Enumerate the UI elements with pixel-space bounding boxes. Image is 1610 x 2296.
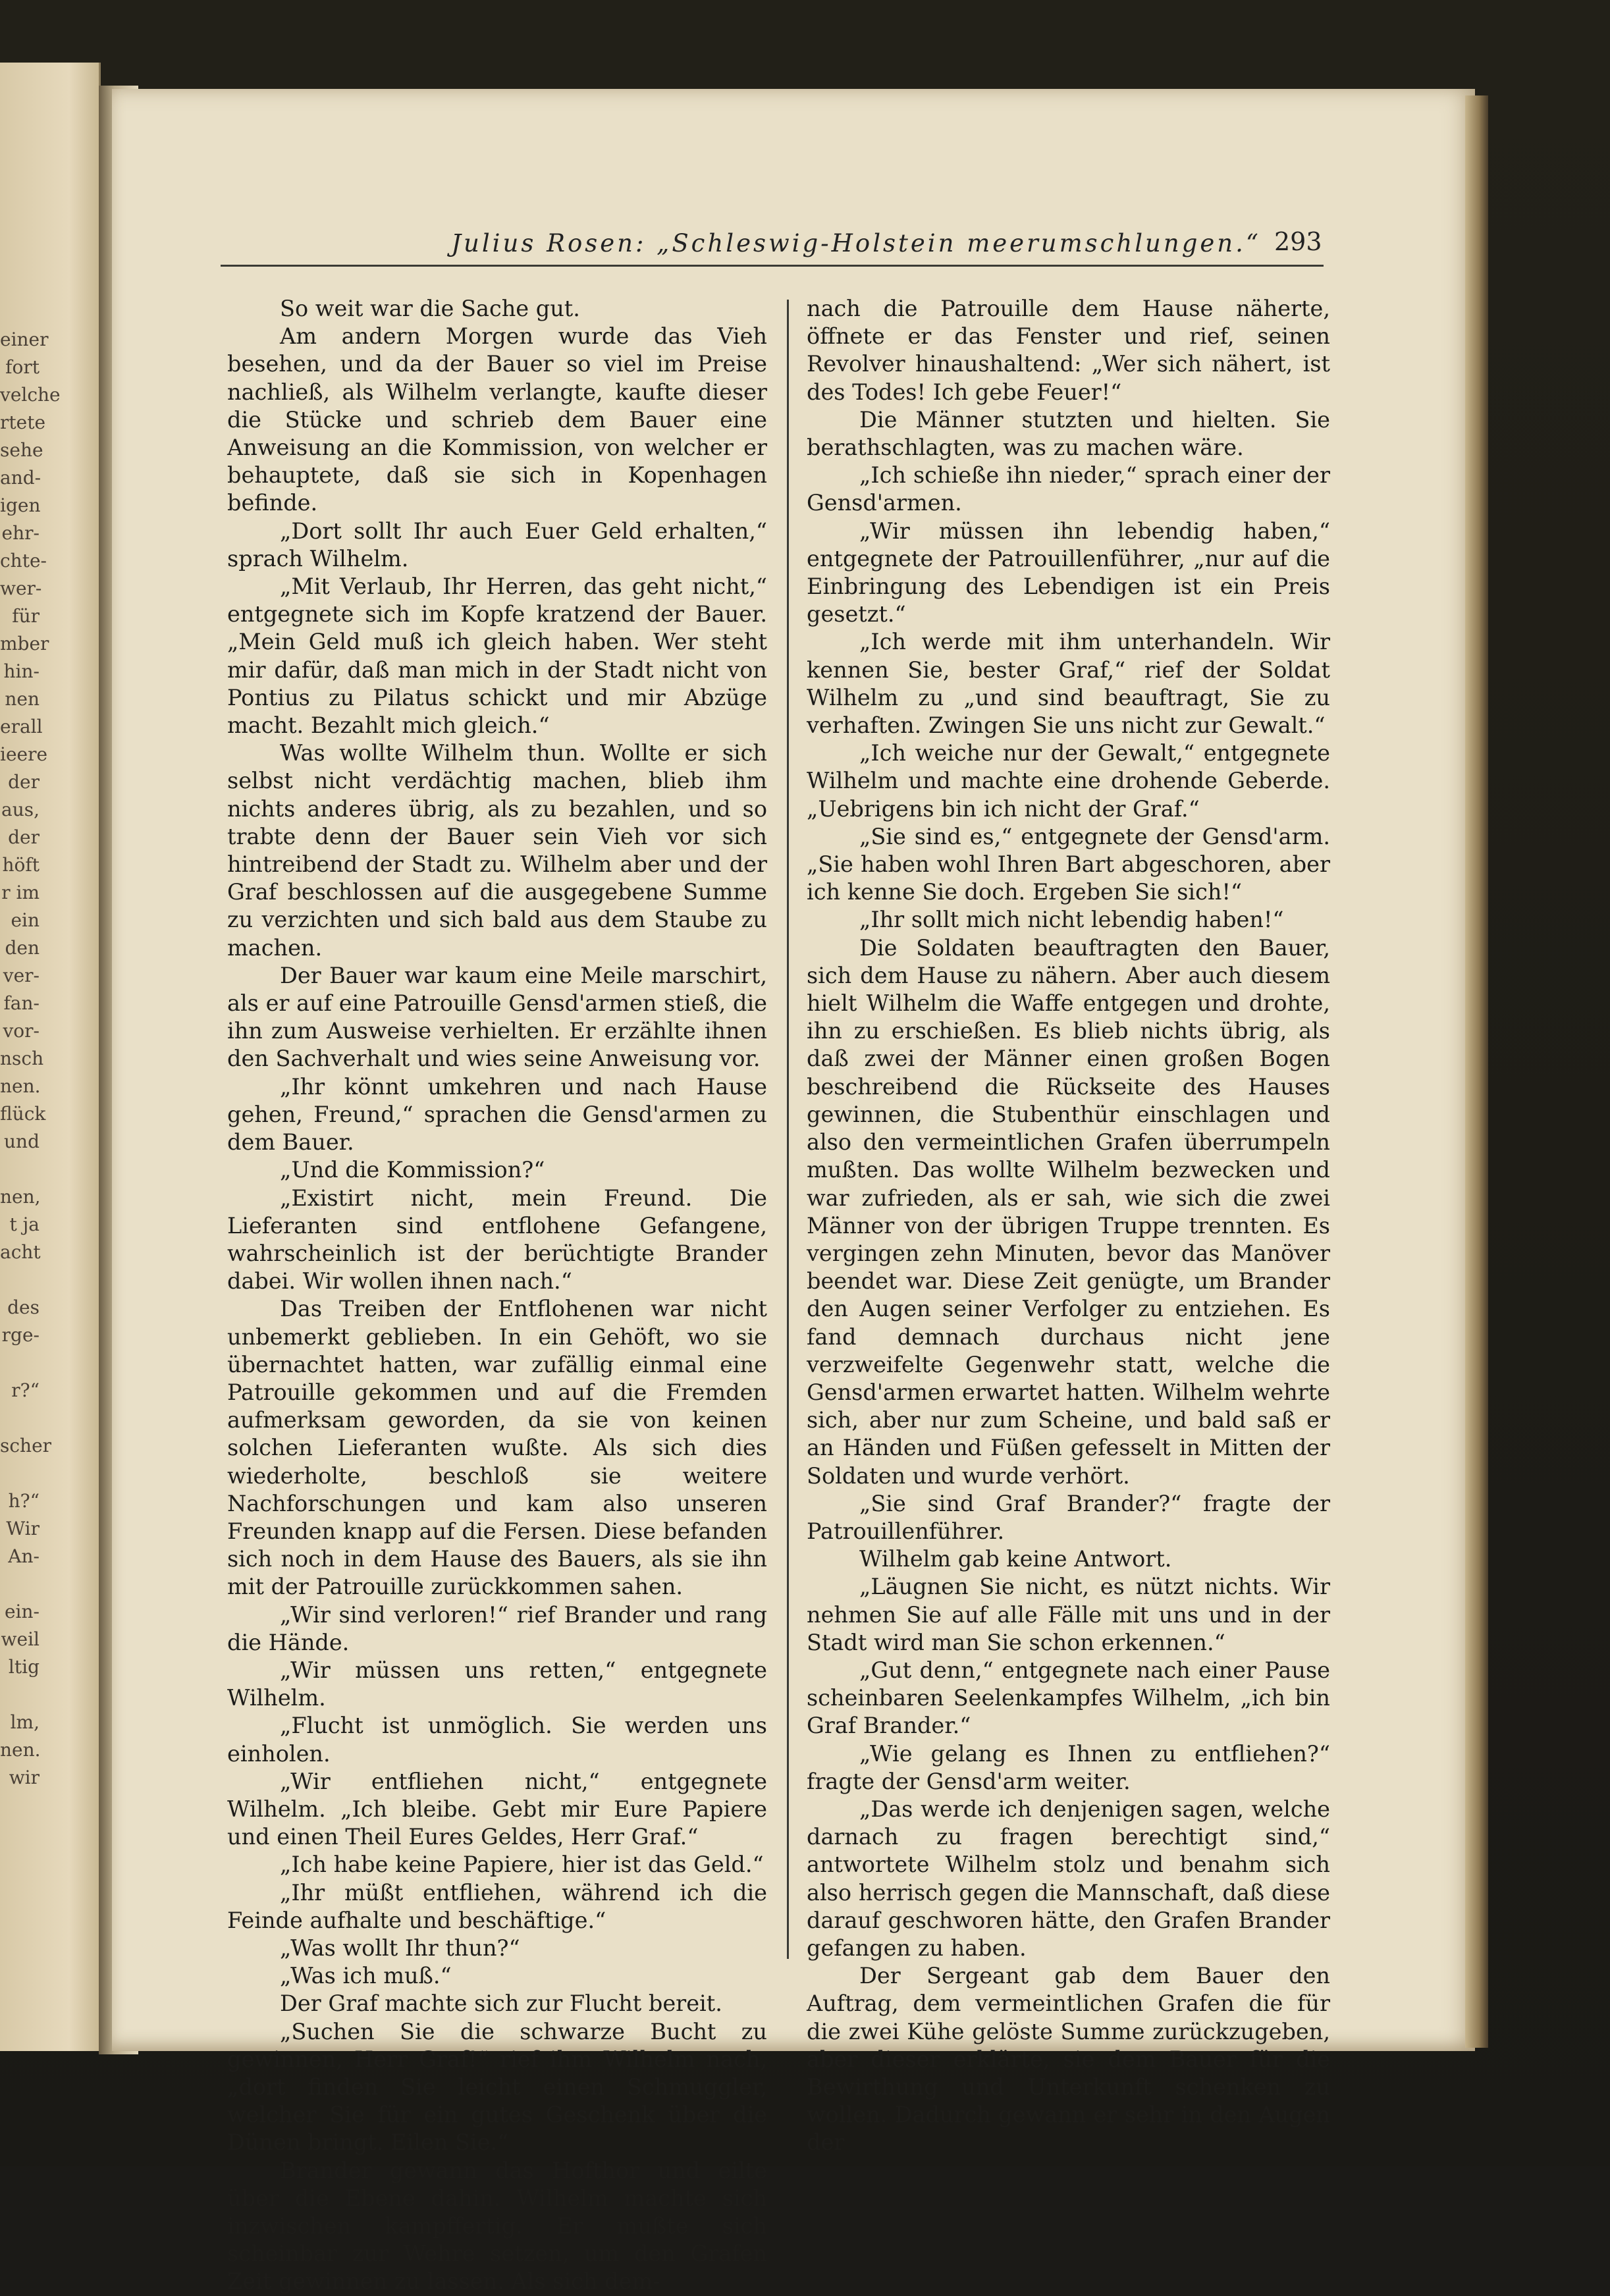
previous-page-fragment: igen xyxy=(0,494,41,516)
previous-page-fragment: lm, xyxy=(10,1711,40,1733)
previous-page-fragment xyxy=(0,1156,40,1183)
paragraph: „Wir müssen uns retten,“ entgegnete Wilhelm. xyxy=(227,1657,767,1711)
previous-page-fragment xyxy=(0,1681,40,1709)
paragraph: „Was ich muß.“ xyxy=(280,1963,452,1989)
previous-page-fragment: nen. xyxy=(0,1739,41,1761)
paragraph: So weit war die Sache gut. xyxy=(280,296,580,321)
previous-page-fragment xyxy=(0,1570,40,1598)
page-number: 293 xyxy=(1274,227,1322,256)
previous-page-fragment: hin- xyxy=(3,660,40,682)
paragraph: „Existirt nicht, mein Freund. Die Lieferanten sind entflohene Gefangene, wahrscheinlich ist der berüchtigte Brander dabei. Wir wollen ihnen nach.“ xyxy=(227,1185,767,1295)
paragraph: „Ihr könnt umkehren und nach Hause gehen, Freund,“ sprachen die Gensd'armen zu dem Bauer. xyxy=(227,1073,767,1156)
paragraph: „Ich habe keine Papiere, hier ist das Geld.“ xyxy=(280,1852,764,1878)
previous-page-fragment: rtete xyxy=(0,412,46,433)
paragraph: „Und die Kommission?“ xyxy=(280,1157,545,1183)
previous-page-fragment: scher xyxy=(0,1435,52,1456)
paragraph: „Sie sind Graf Brander?“ fragte der Patrouillenführer. xyxy=(807,1490,1330,1544)
previous-page-fragment: mber xyxy=(0,633,49,654)
paragraph: Die Männer stutzten und hielten. Sie berathschlagten, was zu machen wäre. xyxy=(807,406,1330,461)
previous-page-fragment: nen, xyxy=(0,1186,41,1208)
previous-page-fragment: fort xyxy=(5,356,40,378)
paragraph: „Gut denn,“ entgegnete nach einer Pause scheinbaren Seelenkampfes Wilhelm, „ich bin Graf Brander.“ xyxy=(807,1657,1330,1739)
previous-page-fragment: chte- xyxy=(0,550,47,572)
running-header: Julius Rosen: „Schleswig-Holstein meerumschlungen.“ xyxy=(451,229,1261,257)
paragraph: „Wir entfliehen nicht,“ entgegnete Wilhelm. „Ich bleibe. Gebt mir Eure Papiere und einen Theil Eures Geldes, Herr Graf.“ xyxy=(227,1768,767,1850)
paragraph: „Was wollt Ihr thun?“ xyxy=(280,1935,520,1961)
previous-page-fragments xyxy=(0,326,61,1972)
paragraph: „Wir sind verloren!“ rief Brander und rang die Hände. xyxy=(227,1601,767,1655)
page-right-edge xyxy=(1465,95,1488,2048)
previous-page-fragment: acht xyxy=(0,1241,41,1263)
previous-page-fragment: velche xyxy=(0,384,61,406)
previous-page-fragment: und xyxy=(4,1131,40,1152)
previous-page-fragment xyxy=(0,1349,40,1377)
paragraph: „Ich weiche nur der Gewalt,“ entgegnete Wilhelm und machte eine drohende Geberde. „Uebrigens bin ich nicht der Graf.“ xyxy=(807,740,1330,822)
paragraph: nach die Patrouille dem Hause näherte, öffnete er das Fenster und rief, seinen Revolver hinaushaltend: „Wer sich nähert, ist des Todes! Ich gebe Feuer!“ xyxy=(807,296,1330,405)
previous-page-fragment: r im xyxy=(1,882,40,903)
previous-page-fragment: einer xyxy=(0,329,49,350)
previous-page-fragment: ehr- xyxy=(1,522,40,544)
previous-page-fragment: ver- xyxy=(3,965,40,986)
previous-page-fragment: vor- xyxy=(3,1020,40,1042)
previous-page-fragment: weil xyxy=(1,1628,40,1650)
paragraph: „Wir müssen ihn lebendig haben,“ entgegnete der Patrouillenführer, „nur auf die Einbringung des Lebendigen ist ein Preis gesetzt.“ xyxy=(807,518,1330,627)
previous-page-fragment: and- xyxy=(0,467,41,489)
previous-page-edge xyxy=(0,63,101,2051)
previous-page-fragment: nsch xyxy=(0,1048,44,1069)
text-column-left xyxy=(227,295,767,2296)
previous-page-fragment: Wir xyxy=(6,1518,40,1539)
paragraph: Das Treiben der Entflohenen war nicht unbemerkt geblieben. In ein Gehöft, wo sie übernachtet hatten, war zufällig einmal eine Patrouille gekommen und auf die Fremden aufmerksam geworden, da sie von keinen solchen Lieferanten wußte. Als sich dies wiederholte, beschloß sie weitere Nachforschungen und kam also unseren Freunden knapp auf die Fersen. Diese befanden sich noch in dem Hause des Bauers, als sie ihn mit der Patrouille zurückkommen sahen. xyxy=(227,1296,767,1600)
text-column-right xyxy=(807,295,1330,2157)
previous-page-fragment: h?“ xyxy=(8,1490,40,1512)
header-rule xyxy=(221,265,1324,267)
previous-page-fragment xyxy=(0,1404,40,1432)
column-divider xyxy=(787,300,789,1959)
previous-page-fragment: rge- xyxy=(1,1324,40,1346)
previous-page-fragment: wir xyxy=(9,1767,40,1788)
paragraph: „Dort sollt Ihr auch Euer Geld erhalten,“ sprach Wilhelm. xyxy=(227,518,767,572)
paragraph: „Wie gelang es Ihnen zu entfliehen?“ fragte der Gensd'arm weiter. xyxy=(807,1740,1330,1794)
previous-page-fragment: fan- xyxy=(3,992,40,1014)
previous-page-fragment: der xyxy=(8,771,40,793)
paragraph: „Das werde ich denjenigen sagen, welche darnach zu fragen berechtigt sind,“ antwortete Wilhelm stolz und benahm sich also herrisch gegen die Mannschaft, daß diese darauf geschworen hätte, den Grafen Brander gefangen zu haben. xyxy=(807,1796,1330,1961)
previous-page-fragment: wer- xyxy=(0,577,42,599)
paragraph: Der Sergeant gab dem Bauer den Auftrag, dem vermeintlichen Grafen die für die zwei Kühe gelöste Summe zurückzugeben, aber dieser erklärte, sie dem Bauer für die Bewirthung und Unterkunft schenken zu wollen. Dadurch gewann er sehr in den Augen der xyxy=(807,1963,1330,2156)
paragraph: „Mit Verlaub, Ihr Herren, das geht nicht,“ entgegnete sich im Kopfe kratzend der Bauer. „Mein Geld muß ich gleich haben. Wer steht mir dafür, daß man mich in der Stadt nicht von Pontius zu Pilatus schickt und mir Abzüge macht. Bezahlt mich gleich.“ xyxy=(227,574,767,739)
previous-page-fragment: höft xyxy=(2,854,40,876)
previous-page-fragment: t ja xyxy=(9,1214,40,1235)
paragraph: Brander gewann das Hofthor und eilte über die Ebene dahin. Wilhelm machte sich inzwischen kampffertig. Er mußte sich scheinbar zur Wehre setzen, um den Grafen Zeit gewinnen zu lassen. Als sich dem- xyxy=(227,2157,767,2295)
previous-page-fragment: ein- xyxy=(4,1601,40,1622)
previous-page-fragment: aus, xyxy=(1,799,40,820)
previous-page-fragment: den xyxy=(5,937,40,959)
previous-page-fragment xyxy=(0,1460,40,1487)
paragraph: Der Bauer war kaum eine Meile marschirt, als er auf eine Patrouille Gensd'armen stieß, die ihn zum Ausweise verhielten. Er erzählte ihnen den Sachverhalt und wies seine Anweisung vor. xyxy=(227,962,767,1072)
previous-page-fragment: des xyxy=(7,1296,40,1318)
paragraph: Was wollte Wilhelm thun. Wollte er sich selbst nicht verdächtig machen, blieb ihm nichts anderes übrig, als zu bezahlen, und so trabte denn der Bauer sein Vieh vor sich hintreibend der Stadt zu. Wilhelm aber und der Graf beschlossen auf die ausgegebene Summe zu verzichten und sich bald aus dem Staube zu machen. xyxy=(227,740,767,961)
paragraph: „Flucht ist unmöglich. Sie werden uns einholen. xyxy=(227,1713,767,1767)
paragraph: „Läugnen Sie nicht, es nützt nichts. Wir nehmen Sie auf alle Fälle mit uns und in der Stadt wird man Sie schon erkennen.“ xyxy=(807,1574,1330,1655)
previous-page-fragment xyxy=(0,1266,40,1294)
previous-page-fragment: nen xyxy=(5,688,40,710)
previous-page-fragment: sehe xyxy=(0,439,43,461)
previous-page-fragment: für xyxy=(12,605,40,627)
paragraph: Am andern Morgen wurde das Vieh besehen, und da der Bauer so viel im Preise nachließ, als Wilhelm verlangte, kaufte dieser die Stücke und schrieb dem Bauer eine Anweisung an die Kommission, von welcher er behauptete, daß sie sich in Kopenhagen befinde. xyxy=(227,323,767,516)
paragraph: „Sie sind es,“ entgegnete der Gensd'arm. „Sie haben wohl Ihren Bart abgeschoren, aber ich kenne Sie doch. Ergeben Sie sich!“ xyxy=(807,823,1330,905)
previous-page-fragment: ein xyxy=(11,909,40,931)
paragraph: „Ihr müßt entfliehen, während ich die Feinde aufhalte und beschäftige.“ xyxy=(227,1879,767,1933)
paragraph: „Ihr sollt mich nicht lebendig haben!“ xyxy=(859,907,1284,933)
previous-page-fragment: An- xyxy=(8,1545,40,1567)
paragraph: Der Graf machte sich zur Flucht bereit. xyxy=(280,1990,722,2017)
previous-page-fragment: ieere xyxy=(0,743,48,765)
paragraph: „Ich schieße ihn nieder,“ sprach einer der Gensd'armen. xyxy=(807,462,1330,516)
previous-page-fragment: r?“ xyxy=(11,1379,40,1401)
paragraph: Die Soldaten beauftragten den Bauer, sich dem Hause zu nähern. Aber auch diesem hielt Wilhelm die Waffe entgegen und drohte, ihn zu erschießen. Es blieb nichts übrig, als daß zwei der Männer einen großen Bogen beschreibend die Rückseite des Hauses gewinnen, die Stubenthür einschlagen und also den vermeintlichen Grafen überrumpeln mußten. Das wollte Wilhelm bezwecken und war zufrieden, als er sah, wie sich die zwei Männer von der übrigen Truppe trennten. Es vergingen zehn Minuten, bevor das Manöver beendet war. Diese Zeit genügte, um Brander den Augen seiner Verfolger zu entziehen. Es fand demnach durchaus nicht jene verzweifelte Gegenwehr statt, welche die Gensd'armen erwartet hatten. Wilhelm wehrte sich, aber nur zum Scheine, und bald saß er an Händen und Füßen gefesselt in Mitten der Soldaten und wurde verhört. xyxy=(807,934,1330,1489)
previous-page-fragment: nen. xyxy=(0,1075,41,1097)
paragraph: „Suchen Sie die schwarze Bucht zu gewinnen, Herr Graf!“ rief ihm Wilhelm nach, „dort finden Sie leicht einen Schmuggler, welcher Sie für ein gutes Geschenk über die Dünen bringt. Eilen Sie.“ xyxy=(227,2018,767,2156)
previous-page-fragment: ltig xyxy=(8,1656,40,1678)
previous-page-fragment: flück xyxy=(0,1103,46,1125)
paragraph: Wilhelm gab keine Antwort. xyxy=(859,1546,1172,1572)
paragraph: „Ich werde mit ihm unterhandeln. Wir kennen Sie, bester Graf,“ rief der Soldat Wilhelm zu „und sind beauftragt, Sie zu verhaften. Zwingen Sie uns nicht zur Gewalt.“ xyxy=(807,629,1330,739)
previous-page-fragment: erall xyxy=(0,716,43,737)
previous-page-fragment: der xyxy=(8,826,40,848)
